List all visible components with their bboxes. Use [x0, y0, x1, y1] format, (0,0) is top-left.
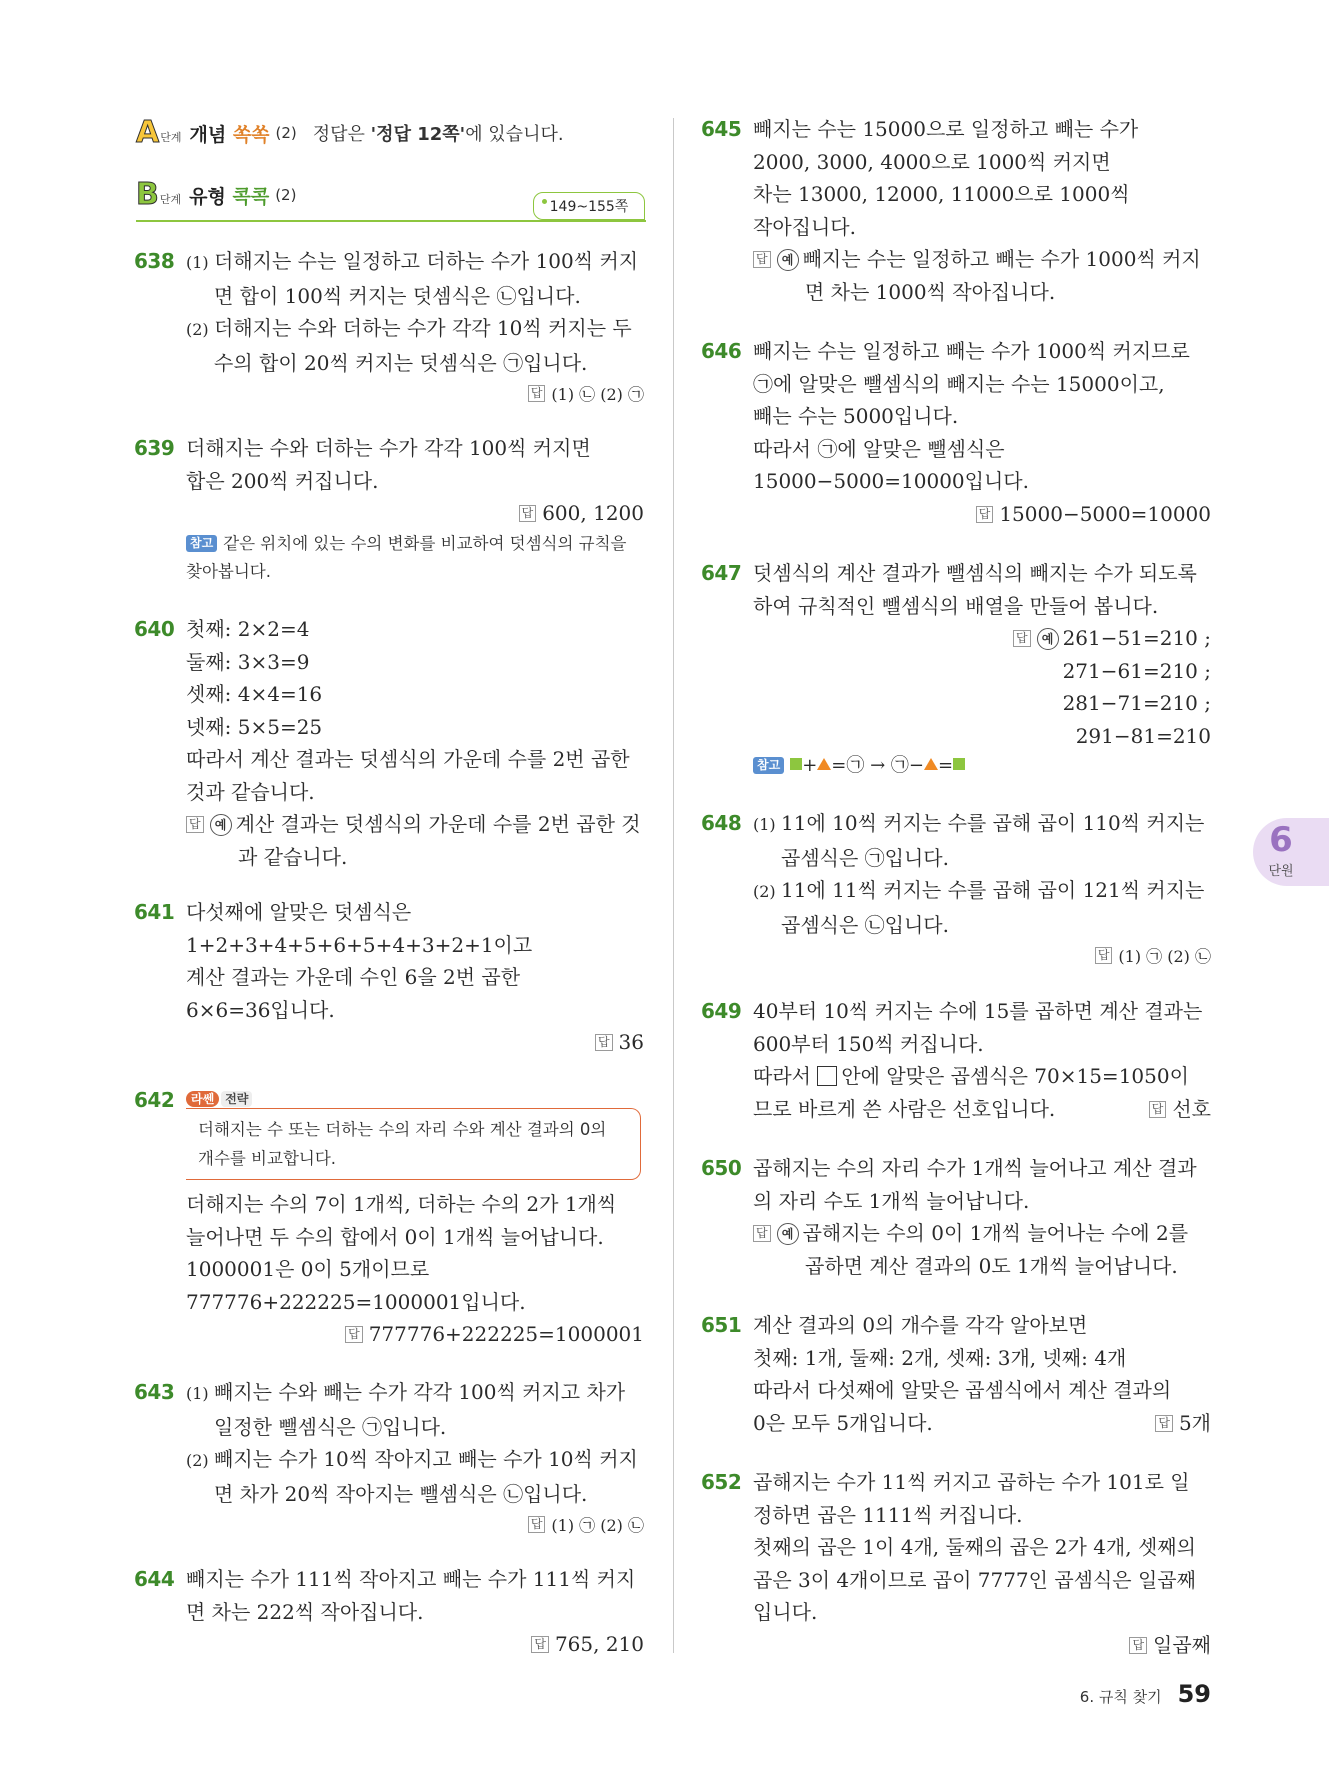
stage-b-word: 단계 [159, 193, 182, 206]
answer: 답 (1) ㉠ (2) ㉡ [753, 941, 1211, 974]
square-shape-icon [953, 758, 965, 770]
triangle-shape-icon [817, 758, 831, 770]
stage-a-letter: A [136, 115, 160, 150]
page-footer [1080, 1680, 1211, 1708]
problem-number: 641 [134, 900, 175, 924]
page-number: 59 [1177, 1680, 1211, 1708]
answer: 답 예 계산 결과는 덧셈식의 가운데 수를 2번 곱한 것 [186, 808, 644, 841]
problem-number: 651 [701, 1313, 742, 1337]
problem-number: 652 [701, 1470, 742, 1494]
section-b-underline [136, 220, 646, 222]
problem-number: 644 [134, 1567, 175, 1591]
answer: 답 600, 1200 [186, 497, 644, 530]
problem-number: 640 [134, 617, 175, 641]
section-a-title: 개념 쏙쏙 [189, 123, 270, 146]
problem-number: 639 [134, 436, 175, 460]
section-b-header [136, 177, 297, 212]
problem-652: 652 곱해지는 수가 11씩 커지고 곱하는 수가 101로 일 정하면 곱은 1111씩 커집니다. 첫째의 곱은 1이 4개, 둘째의 곱은 2가 4개, 셋째의 곱은 3이 4개이므로 곱이 7777인 곱셈식은 일곱째 입니다. 답 일곱째 [753, 1466, 1211, 1661]
problem-648: 648 (1) 11에 10씩 커지는 수를 곱해 곱이 110씩 커지는 곱셈식은 ㉠입니다. (2) 11에 11씩 커지는 수를 곱해 곱이 121씩 커지는 곱셈식은 ㉡입니다. 답 (1) ㉠ (2) ㉡ [753, 807, 1211, 974]
answer: 답 5개 [1155, 1407, 1211, 1440]
problem-646: 646 빼지는 수는 일정하고 빼는 수가 1000씩 커지므로 ㉠에 알맞은 뺄셈식의 빼지는 수는 15000이고, 빼는 수는 5000입니다. 따라서 ㉠에 알맞은 뺄셈식은 15000−5000=10000입니다. 답 15000−5000=10000 [753, 335, 1211, 530]
problem-650: 650 곱해지는 수의 자리 수가 1개씩 늘어나고 계산 결과 의 자리 수도 1개씩 늘어납니다. 답 예 곱해지는 수의 0이 1개씩 늘어나는 수에 2를 곱하면 계산 결과의 0도 1개씩 늘어납니다. [753, 1152, 1211, 1282]
strategy-text: 더해지는 수 또는 더하는 수의 자리 수와 계산 결과의 0의 개수를 비교합니다. [198, 1120, 607, 1168]
unit-number: 6 [1269, 820, 1293, 860]
problem-647: 647 덧셈식의 계산 결과가 뺄셈식의 빼지는 수가 되도록 하여 규칙적인 뺄셈식의 배열을 만들어 봅니다. 답 예 261−51=210 ; 271−61=210 ; 281−71=210 ; 291−81=210 참고 + =㉠ → ㉠− = [753, 557, 1211, 780]
problem-639: 639 더해지는 수와 더하는 수가 각각 100씩 커지면 합은 200씩 커집니다. 답 600, 1200 참고 같은 위치에 있는 수의 변화를 비교하여 덧셈식의 규칙을 찾아봅니다. [186, 432, 644, 586]
answer: 답 (1) ㉡ (2) ㉠ [186, 379, 644, 412]
problem-640: 640 첫째: 2×2=4 둘째: 3×3=9 셋째: 4×4=16 넷째: 5×5=25 따라서 계산 결과는 덧셈식의 가운데 수를 2번 곱한 것과 같습니다. 답 예 계산 결과는 덧셈식의 가운데 수를 2번 곱한 것 과 같습니다. [186, 613, 644, 873]
triangle-shape-icon [924, 758, 938, 770]
answer: 답 선호 [1149, 1093, 1211, 1126]
answer: 답 36 [186, 1026, 644, 1059]
answer: 답 예 빼지는 수는 일정하고 빼는 수가 1000씩 커지 [753, 243, 1211, 276]
unit-tab [1253, 818, 1329, 886]
stage-b-badge [136, 177, 182, 212]
section-b-num: (2) [275, 186, 297, 204]
section-b-title: 유형 콕콕 [189, 185, 270, 208]
answer: 답 예 261−51=210 ; [753, 622, 1211, 655]
problem-644: 644 빼지는 수가 111씩 작아지고 빼는 수가 111씩 커지 면 차는 222씩 작아집니다. 답 765, 210 [186, 1563, 644, 1661]
problem-number: 643 [134, 1380, 175, 1404]
page-range-tag: 149~155쪽 [533, 192, 645, 220]
square-shape-icon [790, 758, 802, 770]
answer: 답 (1) ㉠ (2) ㉡ [186, 1510, 644, 1543]
answer: 답 15000−5000=10000 [753, 498, 1211, 531]
blank-box-icon [817, 1066, 837, 1086]
problem-651: 651 계산 결과의 0의 개수를 각각 알아보면 첫째: 1개, 둘째: 2개, 셋째: 3개, 넷째: 4개 따라서 다섯째에 알맞은 곱셈식에서 계산 결과의 0은 모두 5개입니다. 답 5개 [753, 1309, 1211, 1439]
answer: 답 765, 210 [186, 1628, 644, 1661]
section-a-header [136, 115, 564, 150]
chapter-title: 6. 규칙 찾기 [1079, 1688, 1162, 1706]
problem-number: 649 [701, 999, 742, 1023]
unit-word: 단원 [1268, 864, 1294, 879]
stage-a-badge [136, 115, 182, 150]
column-divider [673, 118, 674, 1653]
stage-a-word: 단계 [160, 131, 182, 144]
problem-number: 650 [701, 1156, 742, 1180]
answer-location-note: 정답은 '정답 12쪽'에 있습니다. [312, 124, 564, 145]
problem-645: 645 빼지는 수는 15000으로 일정하고 빼는 수가 2000, 3000, 4000으로 1000씩 커지면 차는 13000, 12000, 11000으로 1000씩 작아집니다. 답 예 빼지는 수는 일정하고 빼는 수가 1000씩 커지 면 차는 1000씩 작아집니다. [753, 113, 1211, 308]
answer: 답 일곱째 [753, 1629, 1211, 1662]
problem-number: 645 [701, 117, 742, 141]
problem-number: 646 [701, 339, 742, 363]
problem-649: 649 40부터 10씩 커지는 수에 15를 곱하면 계산 결과는 600부터 150씩 커집니다. 따라서 안에 알맞은 곱셈식은 70×15=1050이 므로 바르게 쓴 사람은 선호입니다. 답 선호 [753, 995, 1211, 1125]
answer: 답 777776+222225=1000001 [186, 1318, 644, 1351]
problem-number: 648 [701, 811, 742, 835]
reference-note: 참고 + =㉠ → ㉠− = [753, 752, 1211, 780]
strategy-badge: 라쎈 전략 [186, 1090, 252, 1107]
problem-number: 647 [701, 561, 742, 585]
stage-b-letter: B [136, 177, 159, 212]
problem-643: 643 (1) 빼지는 수와 빼는 수가 각각 100씩 커지고 차가 일정한 뺄셈식은 ㉠입니다. (2) 빼지는 수가 10씩 작아지고 빼는 수가 10씩 커지면 차가 20씩 작아지는 뺄셈식은 ㉡입니다. 답 (1) ㉠ (2) ㉡ [186, 1376, 644, 1543]
problem-number: 638 [134, 249, 175, 273]
problem-638: 638 (1) 더해지는 수는 일정하고 더하는 수가 100씩 커지면 합이 100씩 커지는 덧셈식은 ㉡입니다. (2) 더해지는 수와 더하는 수가 각각 10씩 커지는 두 수의 합이 20씩 커지는 덧셈식은 ㉠입니다. 답 (1) ㉡ (2) ㉠ [186, 245, 644, 412]
answer: 답 예 곱해지는 수의 0이 1개씩 늘어나는 수에 2를 [753, 1217, 1211, 1250]
section-a-num: (2) [275, 124, 297, 142]
problem-number: 642 [134, 1088, 175, 1112]
tip-note: 참고 같은 위치에 있는 수의 변화를 비교하여 덧셈식의 규칙을 찾아봅니다. [186, 533, 627, 581]
problem-642: 더해지는 수의 7이 1개씩, 더하는 수의 2가 1개씩 늘어나면 두 수의 합에서 0이 1개씩 늘어납니다. 1000001은 0이 5개이므로 777776+222225=1000001입니다. 답 777776+222225=1000001 [186, 1188, 644, 1351]
problem-641: 641 다섯째에 알맞은 덧셈식은 1+2+3+4+5+6+5+4+3+2+1이고 계산 결과는 가운데 수인 6을 2번 곱한 6×6=36입니다. 답 36 [186, 896, 644, 1059]
